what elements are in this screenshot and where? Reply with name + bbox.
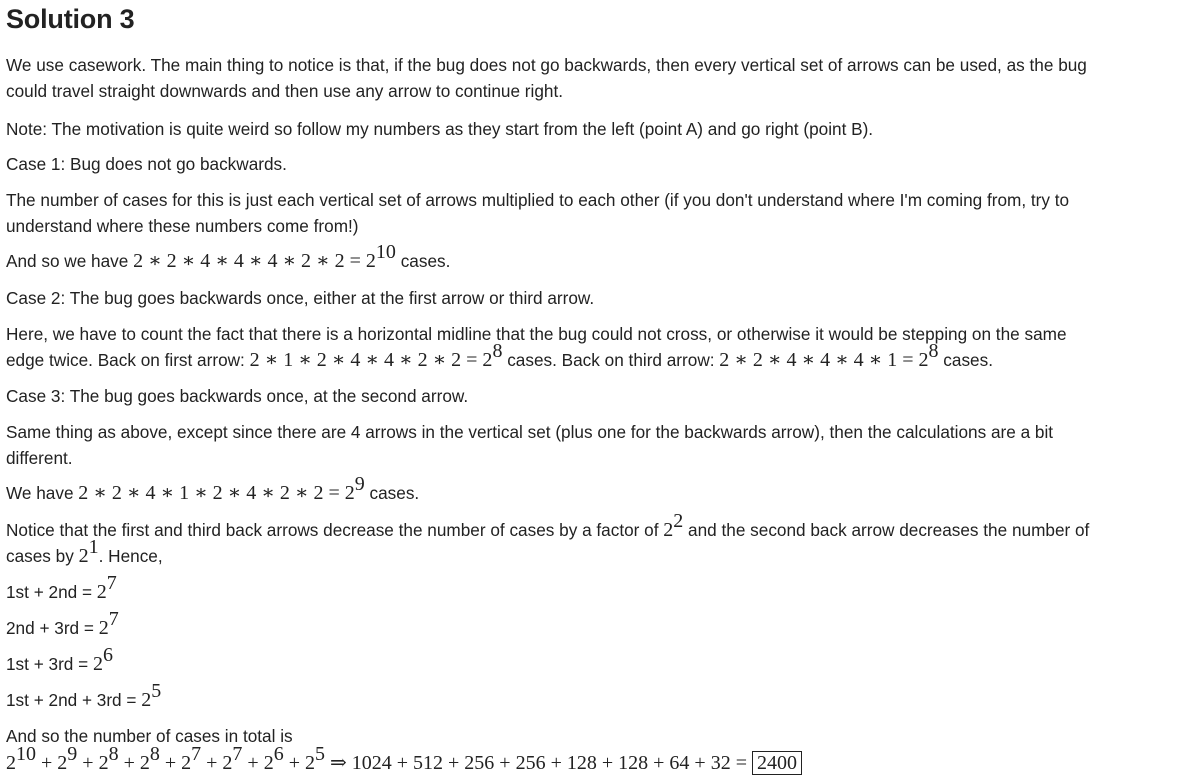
plus-sign: + [242, 752, 264, 774]
case3-result-expr: 2 ∗ 2 ∗ 4 ∗ 1 ∗ 2 ∗ 4 ∗ 2 ∗ 2 = 2 [78, 482, 355, 504]
combo-base: 2 [98, 617, 109, 639]
combo-exp: 6 [102, 644, 113, 666]
intro-line-2: could travel straight downwards and then use any arrow to continue right. [6, 81, 563, 101]
case2-expr-third: 2 ∗ 2 ∗ 4 ∗ 4 ∗ 4 ∗ 1 = 2 [719, 349, 929, 371]
notice-line-2 [6, 536, 163, 569]
case2-title: Case 2: The bug goes backwards once, either at the first arrow or third arrow. [6, 288, 595, 308]
notice-line2-post: . Hence, [98, 546, 163, 566]
case3-line-2: different. [6, 448, 73, 468]
solution-heading: Solution 3 [6, 4, 135, 34]
case3-title: Case 3: The bug goes backwards once, at the second arrow. [6, 386, 469, 406]
combo-row [6, 572, 117, 605]
case2-post: cases. [938, 350, 993, 370]
motivation-note: Note: The motivation is quite weird so follow my numbers as they start from the left (point A) and go right (point B). [6, 119, 874, 139]
combo-row [6, 680, 162, 713]
plus-sign: + [118, 752, 140, 774]
intro-line-1: We use casework. The main thing to notice is that, if the bug does not go backwards, then every vertical set of arrows can be used, as the bug [6, 55, 1087, 75]
case2-line2-pre: edge twice. Back on first arrow: [6, 350, 250, 370]
combo-base: 2 [141, 689, 152, 711]
notice-exp-1: 2 [673, 510, 684, 532]
plus-sign: + [283, 752, 305, 774]
combo-label: 1st + 2nd + 3rd = [6, 690, 142, 710]
notice-exp-2: 1 [88, 536, 99, 558]
total-equation [6, 743, 802, 776]
case3-result [6, 473, 420, 506]
sum-expression: 1024 + 512 + 256 + 256 + 128 + 128 + 64 + 32 = [351, 752, 752, 774]
notice-line1-pre: Notice that the first and third back arrows decrease the number of cases by a factor of [6, 520, 664, 540]
power-base: 2 [304, 752, 315, 774]
combo-row [6, 608, 119, 641]
combo-base: 2 [92, 653, 103, 675]
power-base: 2 [222, 752, 233, 774]
plus-sign: + [36, 752, 58, 774]
notice-line2-pre: cases by [6, 546, 79, 566]
power-exp: 7 [191, 743, 202, 765]
power-exp: 5 [314, 743, 325, 765]
notice-line1-post: and the second back arrow decreases the number of [683, 520, 1090, 540]
case3-result-pre: We have [6, 483, 79, 503]
case2-mid: cases. Back on third arrow: [502, 350, 720, 370]
notice-line-1 [6, 510, 1090, 543]
case2-line-1: Here, we have to count the fact that there is a horizontal midline that the bug could not cross, or otherwise it would be stepping on the same [6, 324, 1067, 344]
power-base: 2 [57, 752, 68, 774]
case1-line-2: understand where these numbers come from!) [6, 216, 359, 236]
case1-result-pre: And so we have [6, 251, 134, 271]
combo-exp: 7 [106, 572, 117, 594]
power-exp: 7 [232, 743, 243, 765]
case1-line-1: The number of cases for this is just each vertical set of arrows multiplied to each other (if you don't understand where I'm coming from, try to [6, 190, 1070, 210]
case2-exp-third: 8 [928, 340, 939, 362]
power-base: 2 [263, 752, 274, 774]
implies-arrow: ⇒ [324, 752, 352, 774]
plus-sign: + [159, 752, 182, 774]
power-exp: 10 [16, 743, 36, 765]
power-base: 2 [139, 752, 150, 774]
case2-expr-first: 2 ∗ 1 ∗ 2 ∗ 4 ∗ 4 ∗ 2 ∗ 2 = 2 [249, 349, 493, 371]
total-intro: And so the number of cases in total is [6, 726, 293, 746]
combo-label: 2nd + 3rd = [6, 618, 99, 638]
case1-result-exp: 10 [375, 241, 396, 263]
case2-line-2 [6, 340, 993, 373]
case3-line-1: Same thing as above, except since there are 4 arrows in the vertical set (plus one for the backwards arrow), then the calculations are a bit [6, 422, 1054, 442]
case3-result-exp: 9 [354, 473, 365, 495]
plus-sign: + [201, 752, 223, 774]
power-base: 2 [181, 752, 192, 774]
power-base: 2 [6, 752, 16, 774]
boxed-answer: 2400 [752, 751, 802, 775]
case1-result-post: cases. [395, 251, 451, 271]
power-exp: 8 [108, 743, 119, 765]
power-exp: 9 [67, 743, 78, 765]
notice-base-2: 2 [78, 545, 89, 567]
combo-base: 2 [96, 581, 107, 603]
combo-row [6, 644, 113, 677]
power-base: 2 [98, 752, 109, 774]
case3-result-post: cases. [364, 483, 420, 503]
case2-exp-first: 8 [492, 340, 503, 362]
case1-title: Case 1: Bug does not go backwards. [6, 154, 287, 174]
power-exp: 6 [273, 743, 284, 765]
combo-label: 1st + 2nd = [6, 582, 97, 602]
combo-exp: 7 [108, 608, 119, 630]
notice-base-1: 2 [663, 519, 674, 541]
plus-sign: + [77, 752, 99, 774]
combo-label: 1st + 3rd = [6, 654, 93, 674]
combo-exp: 5 [151, 680, 162, 702]
case1-result-expr: 2 ∗ 2 ∗ 4 ∗ 4 ∗ 4 ∗ 2 ∗ 2 = 2 [133, 250, 376, 272]
power-exp: 8 [149, 743, 160, 765]
case1-result [6, 241, 451, 274]
